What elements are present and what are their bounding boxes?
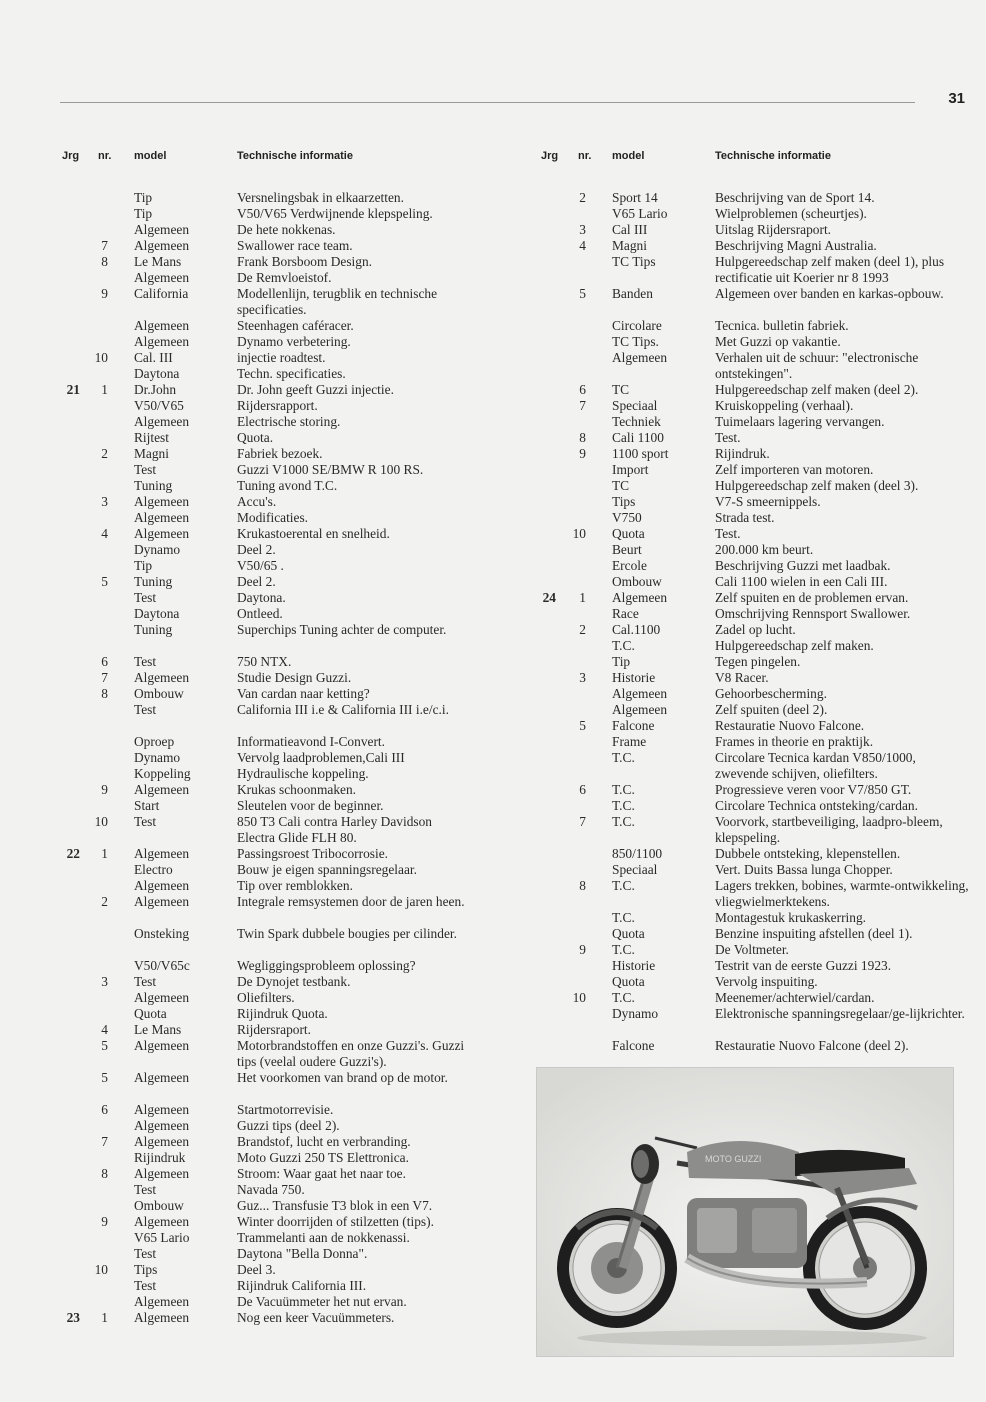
info-cell: Hulpgereedschap zelf maken (deel 3).	[715, 478, 919, 493]
info-cell: Rijdersrapport.	[237, 398, 318, 413]
model-cell: Test	[134, 654, 157, 669]
info-cell: Techn. specificaties.	[237, 366, 346, 381]
nr-cell: 2	[101, 446, 108, 461]
info-cell: De hete nokkenas.	[237, 222, 336, 237]
info-cell: Quota.	[237, 430, 274, 445]
model-cell: Rijtest	[134, 430, 169, 445]
info-cell: Progressieve veren voor V7/850 GT.	[715, 782, 912, 797]
model-cell: Algemeen	[134, 1038, 190, 1053]
info-cell: Cali 1100 wielen in een Cali III.	[715, 574, 888, 589]
info-cell: Superchips Tuning achter de computer.	[237, 622, 447, 637]
nr-cell: 3	[579, 222, 586, 237]
model-cell: Falcone	[612, 718, 655, 733]
model-cell: Dynamo	[134, 750, 181, 765]
model-cell: Test	[134, 462, 157, 477]
nr-cell: 8	[101, 1166, 108, 1181]
model-cell: Test	[134, 1278, 157, 1293]
info-cell: Gehoorbescherming.	[715, 686, 827, 701]
nr-cell: 10	[94, 350, 108, 365]
nr-cell: 5	[579, 286, 586, 301]
nr-cell: 9	[101, 1214, 108, 1229]
info-cell: Het voorkomen van brand op de motor.	[237, 1070, 448, 1085]
model-cell: Ombouw	[134, 1198, 184, 1213]
model-cell: Magni	[134, 446, 169, 461]
info-cell: Zadel op lucht.	[715, 622, 796, 637]
model-cell: Speciaal	[612, 398, 658, 413]
info-cell: Rijindruk Quota.	[237, 1006, 328, 1021]
page-number: 31	[948, 90, 965, 107]
info-cell: Hydraulische koppeling.	[237, 766, 369, 781]
model-cell: Algemeen	[134, 1166, 190, 1181]
nr-cell: 5	[579, 718, 586, 733]
info-cell: Nog een keer Vacuümmeters.	[237, 1310, 395, 1325]
info-cell: Vert. Duits Bassa lunga Chopper.	[715, 862, 893, 877]
header-info: Technische informatie	[715, 150, 831, 162]
info-cell: Hulpgereedschap zelf maken (deel 2).	[715, 382, 919, 397]
model-cell: Test	[134, 590, 157, 605]
model-cell: T.C.	[612, 910, 635, 925]
model-cell: Quota	[612, 926, 645, 941]
info-cell: Circolare Tecnica kardan V850/1000, zwevende schijven, oliefilters.	[715, 750, 916, 781]
jrg-cell: 24	[542, 590, 556, 605]
nr-cell: 4	[101, 526, 108, 541]
model-cell: Algemeen	[134, 222, 190, 237]
nr-cell: 1	[101, 1310, 108, 1325]
model-cell: T.C.	[612, 750, 635, 765]
model-cell: Algemeen	[134, 526, 190, 541]
info-cell: Frank Borsboom Design.	[237, 254, 373, 269]
info-cell: Omschrijving Rennsport Swallower.	[715, 606, 911, 621]
info-cell: Elektronische spanningsregelaar/ge-lijkrichter.	[715, 1006, 965, 1021]
header-jrg: Jrg	[62, 150, 80, 162]
model-cell: Banden	[612, 286, 653, 301]
header-nr: nr.	[98, 150, 112, 162]
info-cell: De Remvloeistof.	[237, 270, 332, 285]
info-cell: Frames in theorie en praktijk.	[715, 734, 874, 749]
info-cell: Bouw je eigen spanningsregelaar.	[237, 862, 417, 877]
info-cell: Zelf spuiten en de problemen ervan.	[715, 590, 909, 605]
info-cell: Informatieavond I-Convert.	[237, 734, 385, 749]
model-cell: Dynamo	[612, 1006, 659, 1021]
model-cell: Tuning	[134, 478, 173, 493]
info-cell: Zelf spuiten (deel 2).	[715, 702, 828, 717]
model-cell: Daytona	[134, 366, 180, 381]
info-cell: Trammelanti aan de nokkenassi.	[237, 1230, 410, 1245]
left-column	[0, 150, 480, 1325]
nr-cell: 3	[101, 494, 108, 509]
model-cell: T.C.	[612, 782, 635, 797]
model-cell: T.C.	[612, 638, 635, 653]
info-cell: Dynamo verbetering.	[237, 334, 351, 349]
model-cell: Algemeen	[612, 702, 668, 717]
header-info: Technische informatie	[237, 150, 353, 162]
info-cell: Meenemer/achterwiel/cardan.	[715, 990, 875, 1005]
model-cell: 1100 sport	[612, 446, 669, 461]
model-cell: Test	[134, 1182, 157, 1197]
model-cell: T.C.	[612, 942, 635, 957]
info-cell: Ontleed.	[237, 606, 283, 621]
nr-cell: 7	[101, 1134, 108, 1149]
nr-cell: 6	[101, 654, 108, 669]
info-cell: Daytona "Bella Donna".	[237, 1246, 368, 1261]
info-cell: Tip over remblokken.	[237, 878, 353, 893]
info-cell: Dubbele ontsteking, klepenstellen.	[715, 846, 901, 861]
info-cell: Passingsroest Tribocorrosie.	[237, 846, 389, 861]
model-cell: Tips	[134, 1262, 158, 1277]
model-cell: Algemeen	[134, 990, 190, 1005]
nr-cell: 8	[579, 430, 586, 445]
info-cell: Beschrijving van de Sport 14.	[715, 190, 875, 205]
model-cell: Tuning	[134, 574, 173, 589]
nr-cell: 1	[579, 590, 586, 605]
info-cell: Krukastoerental en snelheid.	[237, 526, 390, 541]
motorcycle-photo	[536, 1067, 954, 1357]
model-cell: Tuning	[134, 622, 173, 637]
model-cell: Le Mans	[134, 1022, 182, 1037]
info-cell: Deel 3.	[237, 1262, 276, 1277]
model-cell: T.C.	[612, 814, 635, 829]
info-cell: Swallower race team.	[237, 238, 353, 253]
model-cell: Ombouw	[612, 574, 662, 589]
info-cell: De Vacuümmeter het nut ervan.	[237, 1294, 407, 1309]
nr-cell: 2	[579, 622, 586, 637]
info-cell: Steenhagen caféracer.	[237, 318, 354, 333]
info-cell: 750 NTX.	[237, 654, 292, 669]
model-cell: Algemeen	[134, 318, 190, 333]
model-cell: TC Tips	[612, 254, 656, 269]
model-cell: Dr.John	[134, 382, 177, 397]
model-cell: Le Mans	[134, 254, 182, 269]
info-cell: Van cardan naar ketting?	[237, 686, 370, 701]
nr-cell: 5	[101, 574, 108, 589]
info-cell: Lagers trekken, bobines, warmte-ontwikkeling, vliegwielmerktekens.	[715, 878, 969, 909]
nr-cell: 1	[101, 382, 108, 397]
model-cell: Algemeen	[134, 1102, 190, 1117]
model-cell: V50/V65	[134, 398, 184, 413]
model-cell: Algemeen	[134, 1134, 190, 1149]
header-model: model	[612, 150, 645, 162]
model-cell: Onsteking	[134, 926, 190, 941]
info-cell: Startmotorrevisie.	[237, 1102, 334, 1117]
info-cell: Dr. John geeft Guzzi injectie.	[237, 382, 394, 397]
model-cell: Tips	[612, 494, 636, 509]
model-cell: Daytona	[134, 606, 180, 621]
info-cell: injectie roadtest.	[237, 350, 326, 365]
info-cell: Accu's.	[237, 494, 277, 509]
model-cell: Algemeen	[134, 894, 190, 909]
model-cell: Ombouw	[134, 686, 184, 701]
info-cell: Guzzi tips (deel 2).	[237, 1118, 340, 1133]
info-cell: Rijindruk California III.	[237, 1278, 367, 1293]
table-header	[0, 150, 480, 170]
model-cell: Speciaal	[612, 862, 658, 877]
model-cell: Cali 1100	[612, 430, 664, 445]
table-header	[500, 150, 986, 170]
nr-cell: 10	[572, 990, 586, 1005]
motorcycle-illustration	[537, 1068, 953, 1356]
header-rule	[60, 102, 915, 103]
model-cell: Koppeling	[134, 766, 191, 781]
model-cell: California	[134, 286, 189, 301]
right-column	[500, 150, 986, 1053]
model-cell: Algemeen	[134, 846, 190, 861]
info-cell: Moto Guzzi 250 TS Elettronica.	[237, 1150, 409, 1165]
model-cell: Quota	[134, 1006, 167, 1021]
info-cell: Integrale remsystemen door de jaren heen.	[237, 894, 465, 909]
nr-cell: 9	[579, 446, 586, 461]
info-cell: Daytona.	[237, 590, 286, 605]
info-cell: V8 Racer.	[715, 670, 769, 685]
model-cell: Algemeen	[612, 686, 668, 701]
info-cell: Strada test.	[715, 510, 775, 525]
model-cell: Algemeen	[134, 270, 190, 285]
model-cell: Tip	[134, 190, 153, 205]
info-cell: Circolare Technica ontsteking/cardan.	[715, 798, 918, 813]
model-cell: Cal III	[612, 222, 648, 237]
info-cell: Stroom: Waar gaat het naar toe.	[237, 1166, 406, 1181]
info-cell: Kruiskoppeling (verhaal).	[715, 398, 854, 413]
model-cell: Algemeen	[612, 590, 668, 605]
model-cell: Ercole	[612, 558, 647, 573]
model-cell: Quota	[612, 974, 645, 989]
model-cell: Magni	[612, 238, 647, 253]
tank-badge: MOTO GUZZI	[705, 1154, 762, 1164]
info-cell: Rijindruk.	[715, 446, 770, 461]
info-cell: Tuning avond T.C.	[237, 478, 338, 493]
info-cell: Oliefilters.	[237, 990, 295, 1005]
info-cell: Vervolg inspuiting.	[715, 974, 818, 989]
info-cell: Versnelingsbak in elkaarzetten.	[237, 190, 404, 205]
model-cell: Algemeen	[134, 670, 190, 685]
model-cell: Cal.1100	[612, 622, 661, 637]
nr-cell: 10	[572, 526, 586, 541]
info-cell: Zelf importeren van motoren.	[715, 462, 874, 477]
info-cell: V50/V65 Verdwijnende klepspeling.	[237, 206, 433, 221]
model-cell: Historie	[612, 670, 656, 685]
model-cell: 850/1100	[612, 846, 663, 861]
nr-cell: 5	[101, 1070, 108, 1085]
info-cell: Fabriek bezoek.	[237, 446, 323, 461]
info-cell: Guz... Transfusie T3 blok in een V7.	[237, 1198, 433, 1213]
info-cell: Guzzi V1000 SE/BMW R 100 RS.	[237, 462, 424, 477]
model-cell: Techniek	[612, 414, 661, 429]
nr-cell: 8	[579, 878, 586, 893]
info-cell: Brandstof, lucht en verbranding.	[237, 1134, 411, 1149]
model-cell: Frame	[612, 734, 647, 749]
jrg-cell: 22	[66, 846, 80, 861]
nr-cell: 10	[94, 814, 108, 829]
model-cell: Dynamo	[134, 542, 181, 557]
info-cell: Restauratie Nuovo Falcone.	[715, 718, 865, 733]
model-cell: T.C.	[612, 878, 635, 893]
info-cell: De Dynojet testbank.	[237, 974, 351, 989]
model-cell: Algemeen	[134, 1118, 190, 1133]
info-cell: Beschrijving Guzzi met laadbak.	[715, 558, 891, 573]
model-cell: Electro	[134, 862, 173, 877]
info-cell: Wegliggingsprobleem oplossing?	[237, 958, 416, 973]
nr-cell: 9	[579, 942, 586, 957]
info-cell: Rijdersraport.	[237, 1022, 312, 1037]
model-cell: Quota	[612, 526, 645, 541]
info-cell: Test.	[715, 526, 741, 541]
model-cell: TC Tips.	[612, 334, 659, 349]
nr-cell: 3	[101, 974, 108, 989]
model-cell: Algemeen	[134, 238, 190, 253]
model-cell: Test	[134, 1246, 157, 1261]
model-cell: Test	[134, 974, 157, 989]
info-cell: Modificaties.	[237, 510, 309, 525]
info-cell: Modellenlijn, terugblik en technische specificaties.	[237, 286, 438, 317]
jrg-cell: 23	[66, 1310, 80, 1325]
info-cell: California III i.e & California III i.e/c.i.	[237, 702, 449, 717]
model-cell: Tip	[134, 558, 153, 573]
model-cell: Circolare	[612, 318, 662, 333]
model-cell: Start	[134, 798, 160, 813]
model-cell: Sport 14	[612, 190, 658, 205]
model-cell: Oproep	[134, 734, 175, 749]
info-cell: V7-S smeernippels.	[715, 494, 821, 509]
info-cell: Benzine inspuiting afstellen (deel 1).	[715, 926, 913, 941]
nr-cell: 6	[579, 782, 586, 797]
model-cell: Tip	[134, 206, 153, 221]
model-cell: Algemeen	[134, 782, 190, 797]
info-cell: Deel 2.	[237, 542, 276, 557]
info-cell: Krukas schoonmaken.	[237, 782, 356, 797]
nr-cell: 7	[101, 238, 108, 253]
nr-cell: 6	[101, 1102, 108, 1117]
model-cell: Algemeen	[134, 1214, 190, 1229]
model-cell: TC	[612, 382, 630, 397]
info-cell: Testrit van de eerste Guzzi 1923.	[715, 958, 892, 973]
info-cell: Studie Design Guzzi.	[237, 670, 352, 685]
info-cell: Voorvork, startbeveiliging, laadpro-bleem, klepspeling.	[715, 814, 943, 845]
nr-cell: 8	[101, 254, 108, 269]
model-cell: Algemeen	[134, 1294, 190, 1309]
nr-cell: 1	[101, 846, 108, 861]
nr-cell: 7	[579, 398, 586, 413]
info-cell: Winter doorrijden of stilzetten (tips).	[237, 1214, 434, 1229]
model-cell: Test	[134, 702, 157, 717]
model-cell: Import	[612, 462, 649, 477]
info-cell: Twin Spark dubbele bougies per cilinder.	[237, 926, 457, 941]
model-cell: Algemeen	[134, 334, 190, 349]
model-cell: Algemeen	[134, 494, 190, 509]
model-cell: Historie	[612, 958, 656, 973]
nr-cell: 8	[101, 686, 108, 701]
nr-cell: 4	[101, 1022, 108, 1037]
nr-cell: 7	[579, 814, 586, 829]
model-cell: Algemeen	[134, 878, 190, 893]
info-cell: Verhalen uit de schuur: "electronische ontstekingen".	[715, 350, 919, 381]
info-cell: Tuimelaars lagering vervangen.	[715, 414, 885, 429]
model-cell: Algemeen	[134, 1070, 190, 1085]
nr-cell: 5	[101, 1038, 108, 1053]
nr-cell: 6	[579, 382, 586, 397]
jrg-cell: 21	[66, 382, 80, 397]
model-cell: Algemeen	[134, 510, 190, 525]
nr-cell: 10	[94, 1262, 108, 1277]
info-cell: Tecnica. bulletin fabriek.	[715, 318, 849, 333]
model-cell: V50/V65c	[134, 958, 190, 973]
model-cell: Falcone	[612, 1038, 655, 1053]
info-cell: Tegen pingelen.	[715, 654, 801, 669]
model-cell: T.C.	[612, 798, 635, 813]
nr-cell: 9	[101, 782, 108, 797]
header-nr: nr.	[578, 150, 592, 162]
info-cell: Vervolg laadproblemen,Cali III	[237, 750, 405, 765]
info-cell: 200.000 km beurt.	[715, 542, 814, 557]
nr-cell: 3	[579, 670, 586, 685]
info-cell: Algemeen over banden en karkas-opbouw.	[715, 286, 944, 301]
info-cell: Restauratie Nuovo Falcone (deel 2).	[715, 1038, 909, 1053]
model-cell: TC	[612, 478, 630, 493]
model-cell: V750	[612, 510, 642, 525]
model-cell: Rijindruk	[134, 1150, 186, 1165]
info-cell: Uitslag Rijdersraport.	[715, 222, 832, 237]
header-model: model	[134, 150, 167, 162]
info-cell: De Voltmeter.	[715, 942, 789, 957]
info-cell: V50/65 .	[237, 558, 284, 573]
nr-cell: 2	[101, 894, 108, 909]
info-cell: Hulpgereedschap zelf maken (deel 1), plus rectificatie uit Koerier nr 8 1993	[715, 254, 945, 285]
model-cell: V65 Lario	[134, 1230, 190, 1245]
info-cell: 850 T3 Cali contra Harley Davidson Electra Glide FLH 80.	[237, 814, 432, 845]
model-cell: Algemeen	[134, 414, 190, 429]
model-cell: Tip	[612, 654, 631, 669]
nr-cell: 2	[579, 190, 586, 205]
info-cell: Montagestuk krukaskerring.	[715, 910, 866, 925]
info-cell: Electrische storing.	[237, 414, 341, 429]
info-cell: Wielproblemen (scheurtjes).	[715, 206, 867, 221]
info-cell: Navada 750.	[237, 1182, 305, 1197]
nr-cell: 7	[101, 670, 108, 685]
model-cell: Beurt	[612, 542, 642, 557]
info-cell: Test.	[715, 430, 741, 445]
model-cell: T.C.	[612, 990, 635, 1005]
model-cell: V65 Lario	[612, 206, 668, 221]
info-cell: Hulpgereedschap zelf maken.	[715, 638, 874, 653]
info-cell: Met Guzzi op vakantie.	[715, 334, 841, 349]
info-cell: Deel 2.	[237, 574, 276, 589]
model-cell: Cal. III	[134, 350, 173, 365]
info-cell: Sleutelen voor de beginner.	[237, 798, 384, 813]
info-cell: Beschrijving Magni Australia.	[715, 238, 877, 253]
model-cell: Race	[612, 606, 639, 621]
model-cell: Algemeen	[134, 1310, 190, 1325]
info-cell: Motorbrandstoffen en onze Guzzi's. Guzzi tips (veelal oudere Guzzi's).	[237, 1038, 465, 1069]
nr-cell: 9	[101, 286, 108, 301]
model-cell: Algemeen	[612, 350, 668, 365]
model-cell: Test	[134, 814, 157, 829]
nr-cell: 4	[579, 238, 586, 253]
header-jrg: Jrg	[541, 150, 559, 162]
